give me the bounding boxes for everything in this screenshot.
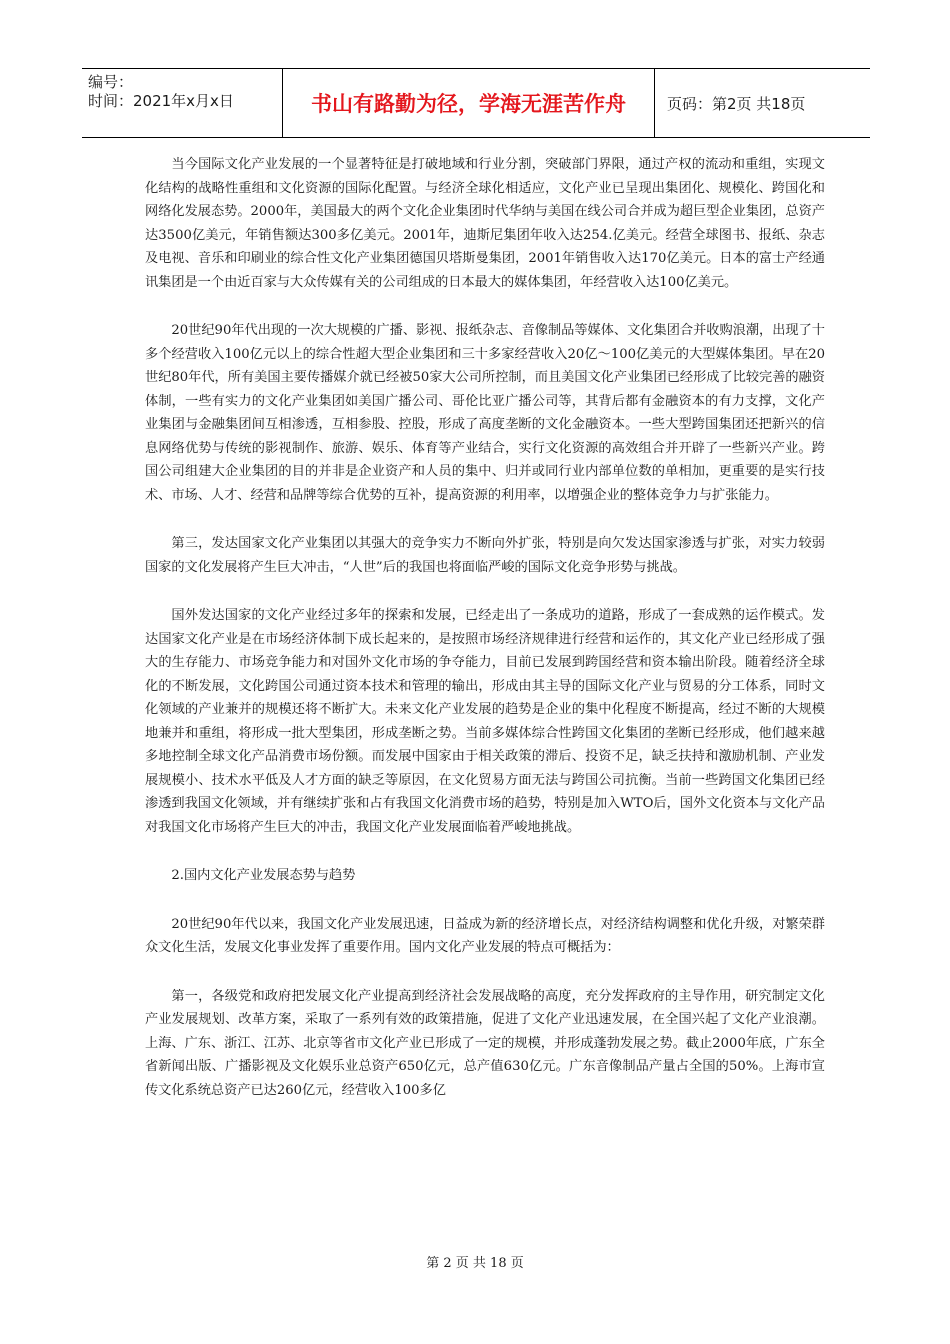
- paragraph: 第三，发达国家文化产业集团以其强大的竞争实力不断向外扩张，特别是向欠发达国家渗透与扩张，对实力较弱国家的文化发展将产生巨大冲击，“人世”后的我国也将面临严峻的国际文化竞争形势与挑战。: [145, 536, 825, 575]
- page-footer: 第 2 页 共 18 页: [426, 1256, 524, 1271]
- section-heading: 2.国内文化产业发展态势与趋势: [171, 868, 356, 883]
- header-page-info: 页码：第2页 共18页: [667, 94, 806, 113]
- header-meta-cell: [82, 69, 283, 137]
- header-motto: 书山有路勤为径，学海无涯苦作舟: [283, 69, 655, 137]
- paragraph: 20世纪90年代以来，我国文化产业发展迅速，日益成为新的经济增长点，对经济结构调整和优化升级，对繁荣群众文化生活，发展文化事业发挥了重要作用。国内文化产业发展的特点可概括为：: [145, 916, 825, 955]
- document-number-label: 编号：: [88, 73, 134, 91]
- paragraph: 第一，各级党和政府把发展文化产业提高到经济社会发展战略的高度，充分发挥政府的主导作用，研究制定文化产业发展规划、改革方案，采取了一系列有效的政策措施，促进了文化产业迅速发展，在全国兴起了文化产业浪潮。上海、广东、浙江、江苏、北京等省市文化产业已形成了一定的规模，并形成蓬勃发展之势。截止2000年底，广东全省新闻出版、广播影视及文化娱乐业总资产650亿元，总产值630亿元。广东音像制品产量占全国的50%。上海市宣传文化系统总资产已达260亿元，经营收入100多亿: [145, 988, 825, 1098]
- document-body: [145, 153, 825, 1127]
- paragraph: 当今国际文化产业发展的一个显著特征是打破地域和行业分割，突破部门界限，通过产权的流动和重组，实现文化结构的战略性重组和文化资源的国际化配置。与经济全球化相适应，文化产业已呈现出集团化、规模化、跨国化和网络化发展态势。2000年，美国最大的两个文化企业集团时代华纳与美国在线公司合并成为超巨型企业集团，总资产达3500亿美元，年销售额达300多亿美元。2001年，迪斯尼集团年收入达254.亿美元。经营全球图书、报纸、杂志及电视、音乐和印刷业的综合性文化产业集团德国贝塔斯曼集团，2001年销售收入达170亿美元。日本的富士产经通讯集团是一个由近百家与大众传媒有关的公司组成的日本最大的媒体集团，年经营收入达100亿美元。: [145, 157, 825, 290]
- document-date: 时间：2021年x月x日: [88, 92, 234, 110]
- paragraph: 国外发达国家的文化产业经过多年的探索和发展，已经走出了一条成功的道路，形成了一套成熟的运作模式。发达国家文化产业是在市场经济体制下成长起来的，是按照市场经济规律进行经营和运作的，其文化产业已经形成了强大的生存能力、市场竞争能力和对国外文化市场的争夺能力，目前已发展到跨国经营和资本输出阶段。随着经济全球化的不断发展，文化跨国公司通过资本技术和管理的输出，形成由其主导的国际文化产业与贸易的分工体系，同时文化领域的产业兼并的规模还将不断扩大。未来文化产业发展的趋势是企业的集中化程度不断提高，经过不断的大规模地兼并和重组，将形成一批大型集团，形成垄断之势。当前多媒体综合性跨国文化集团的垄断已经形成，他们越来越多地控制全球文化产品消费市场份额。而发展中国家由于相关政策的滞后、投资不足，缺乏扶持和激励机制、产业发展规模小、技术水平低及人才方面的缺乏等原因，在文化贸易方面无法与跨国公司抗衡。当前一些跨国文化集团已经渗透到我国文化领域，并有继续扩张和占有我国文化消费市场的趋势，特别是加入WTO后，国外文化资本与文化产品对我国文化市场将产生巨大的冲击，我国文化产业发展面临着严峻地挑战。: [145, 608, 825, 835]
- paragraph: 20世纪90年代出现的一次大规模的广播、影视、报纸杂志、音像制品等媒体、文化集团合并收购浪潮，出现了十多个经营收入100亿元以上的综合性超大型企业集团和三十多家经营收入20亿～100亿美元的大型媒体集团。早在20世纪80年代，所有美国主要传播媒介就已经被50家大公司所控制，而且美国文化产业集团已经形成了比较完善的融资体制，一些有实力的文化产业集团如美国广播公司、哥伦比亚广播公司等，其背后都有金融资本的有力支撑，文化产业集团与金融集团间互相渗透，互相参股、控股，形成了高度垄断的文化金融资本。一些大型跨国集团还把新兴的信息网络优势与传统的影视制作、旅游、娱乐、体育等产业结合，实行文化资源的高效组合并开辟了一些新兴产业。跨国公司组建大企业集团的目的并非是企业资产和人员的集中、归并或同行业内部单位数的单相加，更重要的是实行技术、市场、人才、经营和品牌等综合优势的互补，提高资源的利用率，以增强企业的整体竞争力与扩张能力。: [145, 323, 825, 503]
- page-header: [82, 68, 870, 138]
